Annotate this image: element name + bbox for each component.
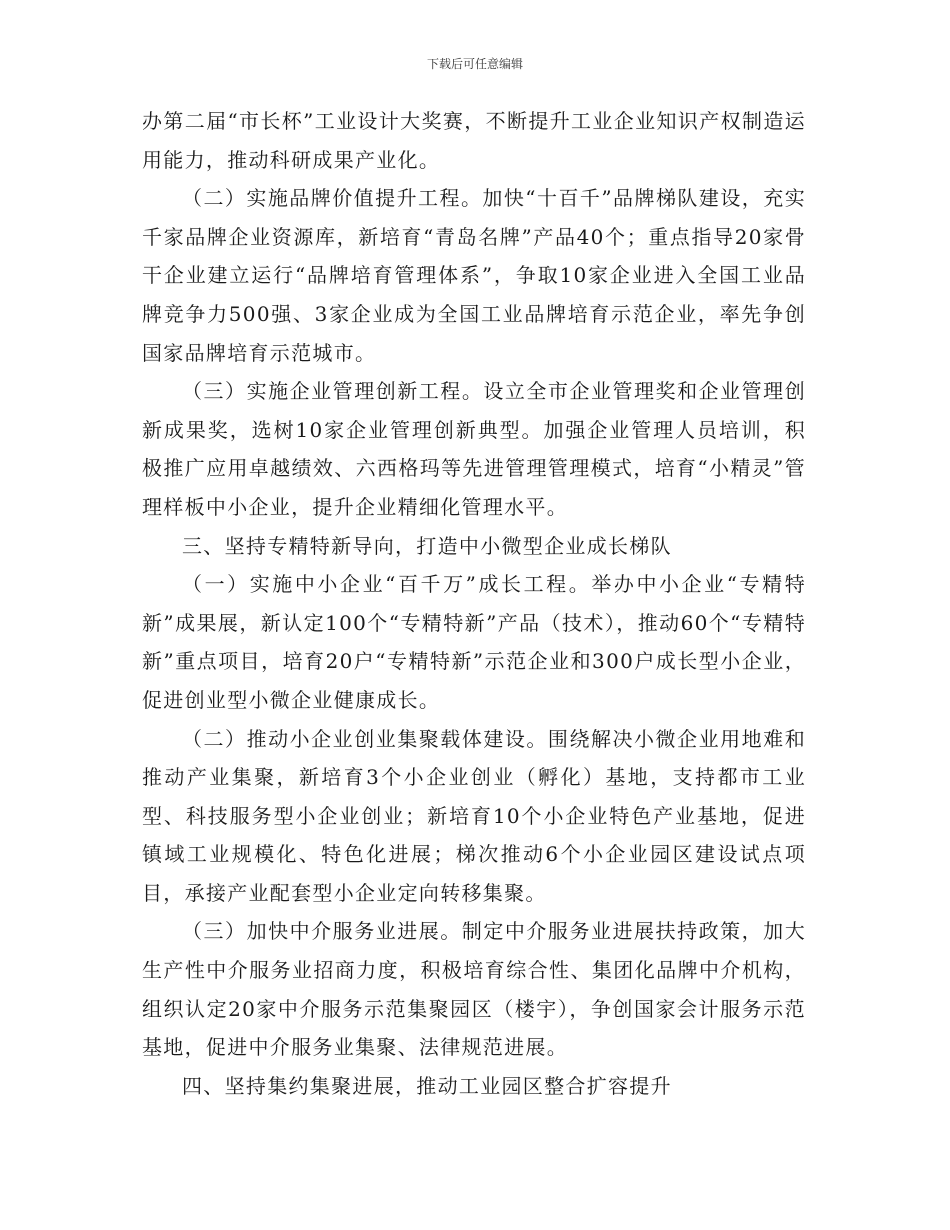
section-heading-3: 三、坚持专精特新导向，打造中小微型企业成长梯队 — [182, 533, 672, 558]
page-header: 下载后可任意编辑 — [426, 57, 523, 71]
paragraph-sme-growth: （一）实施中小企业“百千万”成长工程。举办中小企业“专精特新”成果展，新认定100个“专精特新”产品（技术），推动60个“专精特新”重点项目，培育20户“专精特新”示范企业和300户成长型小企业，促进创业型小微企业健康成长。 — [142, 572, 806, 712]
section-heading-4: 四、坚持集约集聚进展，推动工业园区整合扩容提升 — [182, 1073, 672, 1098]
document-body — [142, 102, 806, 1105]
paragraph-brand-value: （二）实施品牌价值提升工程。加快“十百千”品牌梯队建设，充实千家品牌企业资源库，新培育“青岛名牌”产品40个；重点指导20家骨干企业建立运行“品牌培育管理体系”，争取10家企业进入全国工业品牌竞争力500强、3家企业成为全国工业品牌培育示范企业，率先争创国家品牌培育示范城市。 — [142, 186, 806, 365]
paragraph-management-innovation: （三）实施企业管理创新工程。设立全市企业管理奖和企业管理创新成果奖，选树10家企业管理创新典型。加强企业管理人员培训，积极推广应用卓越绩效、六西格玛等先进管理管理模式，培育“小精灵”管理样板中小企业，提升企业精细化管理水平。 — [142, 379, 806, 519]
paragraph-intermediary-services: （三）加快中介服务业进展。制定中介服务业进展扶持政策，加大生产性中介服务业招商力度，积极培育综合性、集团化品牌中介机构，组织认定20家中介服务示范集聚园区（楼宇），争创国家会计服务示范基地，促进中介服务业集聚、法律规范进展。 — [142, 919, 806, 1060]
paragraph-continuation: 办第二届“市长杯”工业设计大奖赛，不断提升工业企业知识产权制造运用能力，推动科研成果产业化。 — [142, 109, 806, 172]
paragraph-small-business-clusters: （二）推动小企业创业集聚载体建设。围绕解决小微企业用地难和推动产业集聚，新培育3个小企业创业（孵化）基地，支持都市工业型、科技服务型小企业创业；新培育10个小企业特色产业基地，促进镇域工业规模化、特色化进展；梯次推动6个小企业园区建设试点项目，承接产业配套型小企业定向转移集聚。 — [142, 726, 806, 905]
